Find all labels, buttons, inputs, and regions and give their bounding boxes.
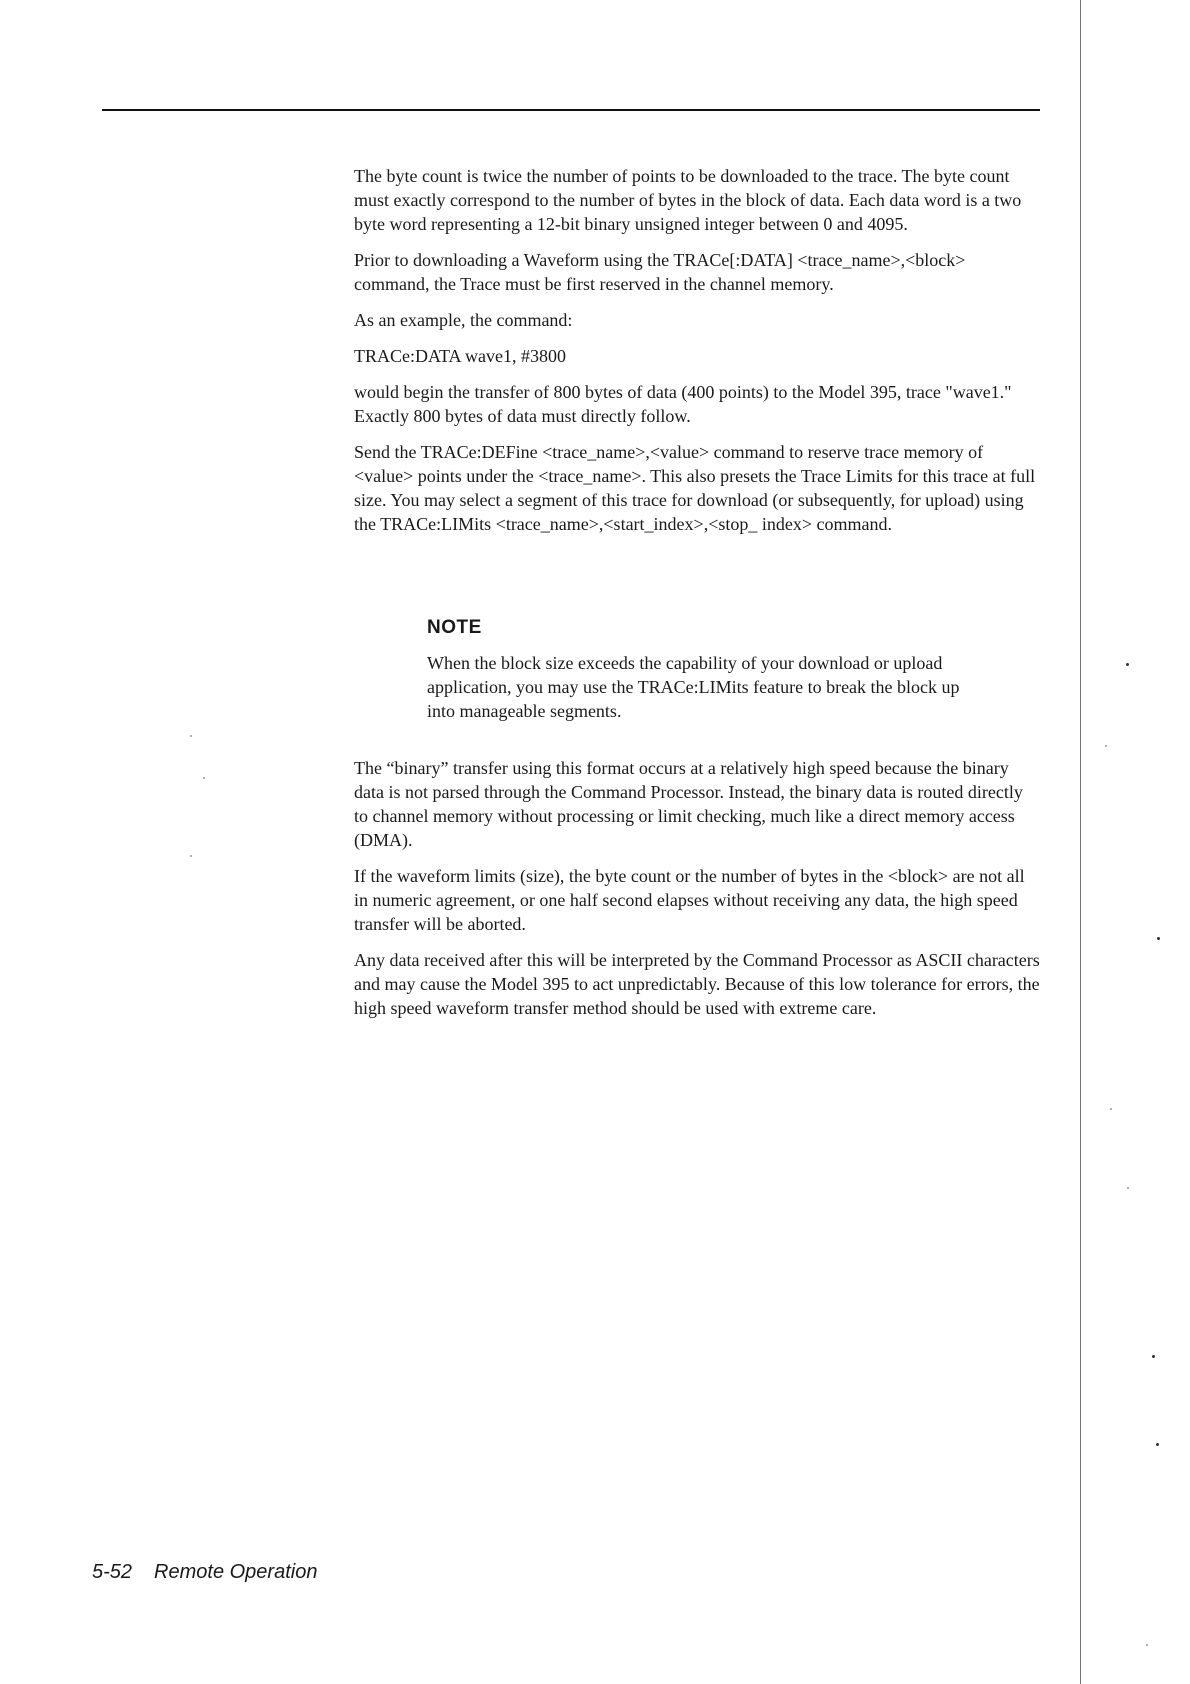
scan-speck <box>1105 745 1107 747</box>
paragraph-transfer-description: would begin the transfer of 800 bytes of data (400 points) to the Model 395, trace "wave1." Exactly 800 bytes of data must directly follow. <box>354 382 1012 426</box>
header-rule <box>102 109 1040 111</box>
scan-speck <box>1127 1187 1129 1189</box>
scan-speck <box>203 777 205 779</box>
paragraph-byte-count: The byte count is twice the number of points to be downloaded to the trace. The byte count must exactly correspond to the number of bytes in the block of data. Each data word is a two byte word representing a 12-bit binary unsigned integer between 0 and 4095. <box>354 166 1022 234</box>
scan-speck <box>190 735 192 737</box>
body-text-bottom <box>354 756 1040 1032</box>
page-footer <box>92 1561 317 1584</box>
scan-speck <box>1156 1443 1159 1446</box>
note-body: When the block size exceeds the capability of your download or upload application, you may use the TRACe:LIMits feature to break the block up into manageable segments. <box>427 653 960 721</box>
scan-speck <box>1126 663 1129 666</box>
paragraph-ascii-warning: Any data received after this will be interpreted by the Command Processor as ASCII characters and may cause the Model 395 to act unpredictably. Because of this low tolerance for errors, the high speed waveform transfer method should be used with extreme care. <box>354 950 1040 1018</box>
note-box <box>427 617 987 723</box>
scan-speck <box>1157 937 1160 940</box>
paragraph-trace-define: Send the TRACe:DEFine <trace_name>,<value> command to reserve trace memory of <value> points under the <trace_name>. This also presets the Trace Limits for this trace at full size. You may select a segment of this trace for download (or subsequently, for upload) using the TRACe:LIMits <trace_name>,<start_index>,<stop_ index> command. <box>354 442 1036 534</box>
page-number: 5-52 <box>92 1561 133 1583</box>
section-title: Remote Operation <box>154 1561 318 1583</box>
paragraph-example-intro: As an example, the command: <box>354 310 573 330</box>
scan-edge-line <box>1080 0 1081 1684</box>
paragraph-abort-conditions: If the waveform limits (size), the byte count or the number of bytes in the <block> are not all in numeric agreement, or one half second elapses without receiving any data, the high speed transfer will be aborted. <box>354 866 1025 934</box>
paragraph-binary-transfer: The “binary” transfer using this format occurs at a relatively high speed because the binary data is not parsed through the Command Processor. Instead, the binary data is routed directly to channel memory without processing or limit checking, much like a direct memory access (DMA). <box>354 758 1023 850</box>
scan-speck <box>1110 1108 1112 1110</box>
scan-speck <box>190 855 192 857</box>
scan-speck <box>1146 1644 1148 1646</box>
body-text-top <box>354 164 1040 548</box>
command-example: TRACe:DATA wave1, #3800 <box>354 346 567 366</box>
scan-speck <box>1152 1355 1155 1358</box>
note-title: NOTE <box>427 617 482 638</box>
paragraph-prior-to-download: Prior to downloading a Waveform using the TRACe[:DATA] <trace_name>,<block> command, the Trace must be first reserved in the channel memory. <box>354 250 966 294</box>
